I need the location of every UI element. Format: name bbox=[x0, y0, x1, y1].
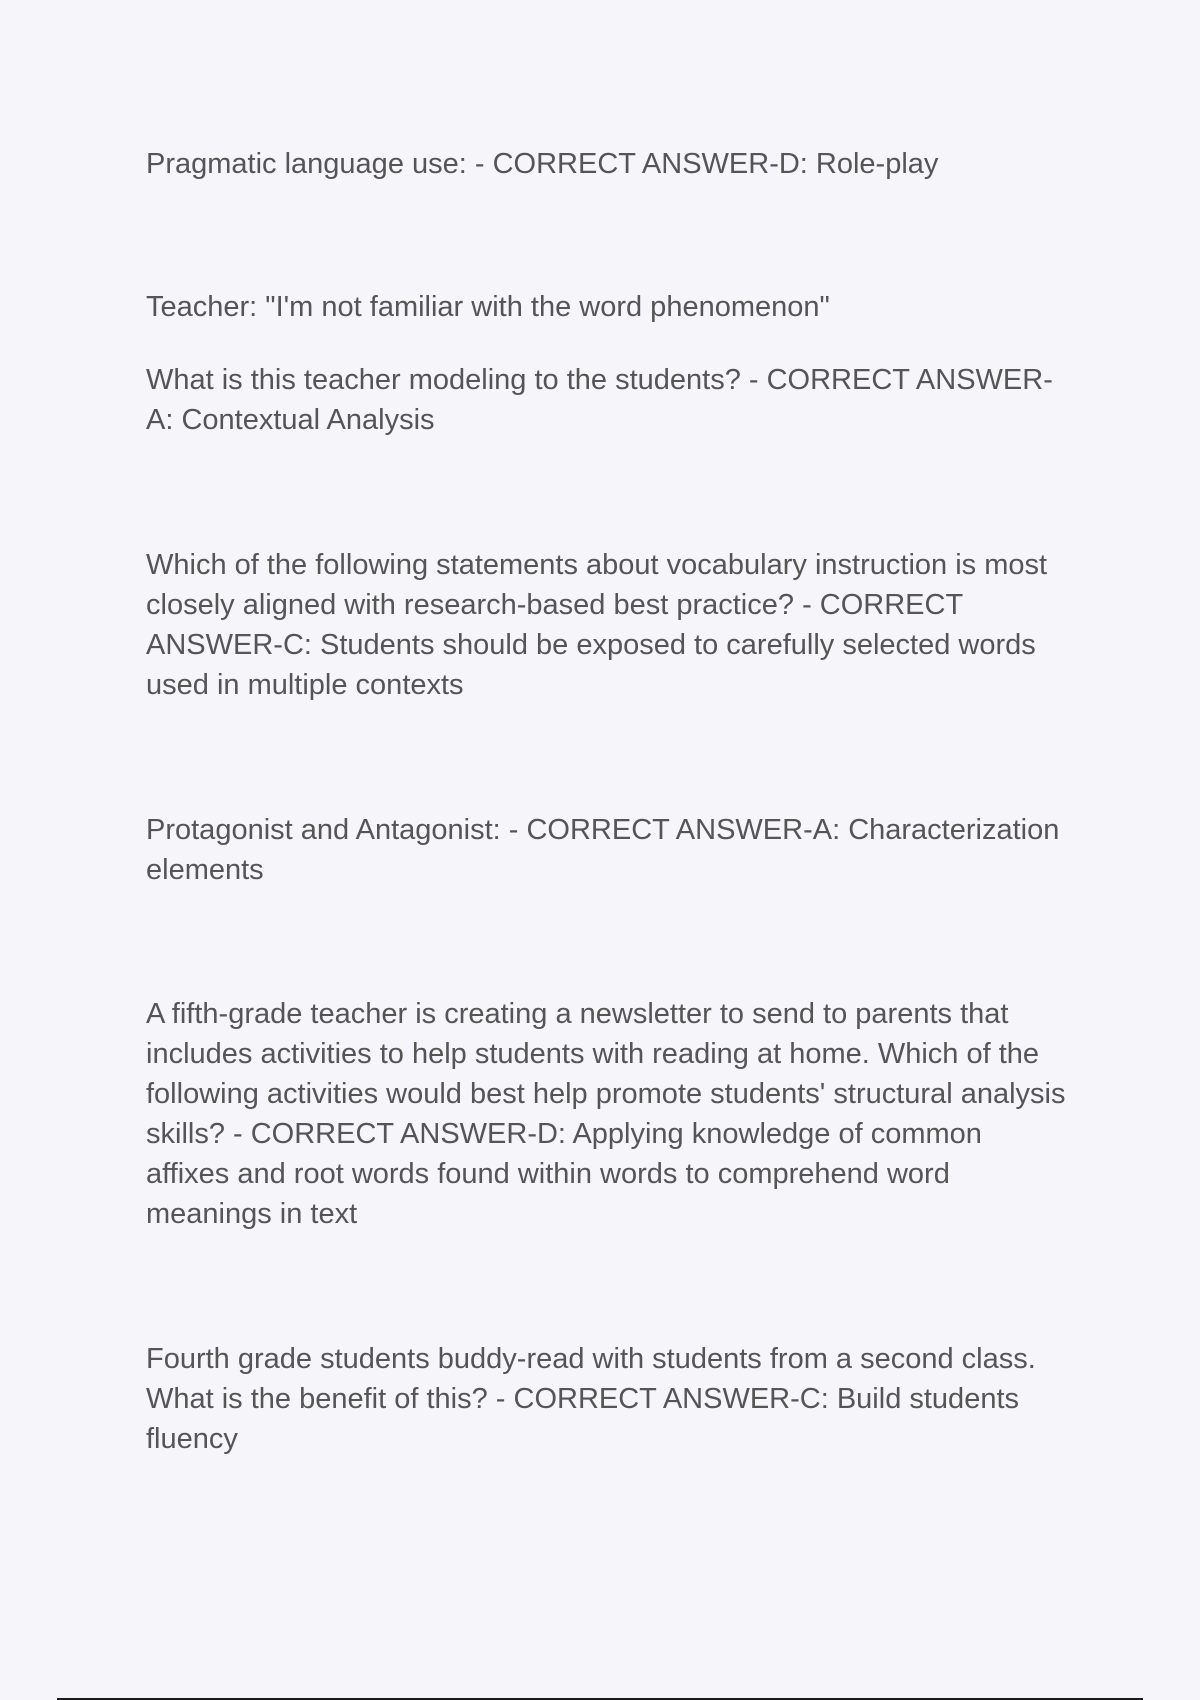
qa-pragmatic-language: Pragmatic language use: - CORRECT ANSWER-D: Role-play bbox=[146, 148, 939, 180]
qa-buddy-read: Fourth grade students buddy-read with students from a second class. What is the benefit of this? - CORRECT ANSWER-C: Build students fluency bbox=[146, 1343, 1036, 1455]
qa-protagonist-antagonist: Protagonist and Antagonist: - CORRECT ANSWER-A: Characterization elements bbox=[146, 814, 1060, 886]
qa-teacher-modeling: What is this teacher modeling to the students? - CORRECT ANSWER-A: Contextual Analysis bbox=[146, 364, 1053, 436]
qa-vocabulary-instruction: Which of the following statements about vocabulary instruction is most closely aligned with research-based best practice? - CORRECT ANSWER-C: Students should be exposed to carefully selected words used in multiple contexts bbox=[146, 549, 1048, 701]
teacher-quote: Teacher: "I'm not familiar with the word phenomenon" bbox=[146, 291, 830, 323]
qa-structural-analysis: A fifth-grade teacher is creating a newsletter to send to parents that includes activities to help students with reading at home. Which of the following activities would best help promote students' structural analysis skills? - CORRECT ANSWER-D: Applying knowledge of common affixes and root words found within words to comprehend word meanings in text bbox=[146, 998, 1066, 1230]
